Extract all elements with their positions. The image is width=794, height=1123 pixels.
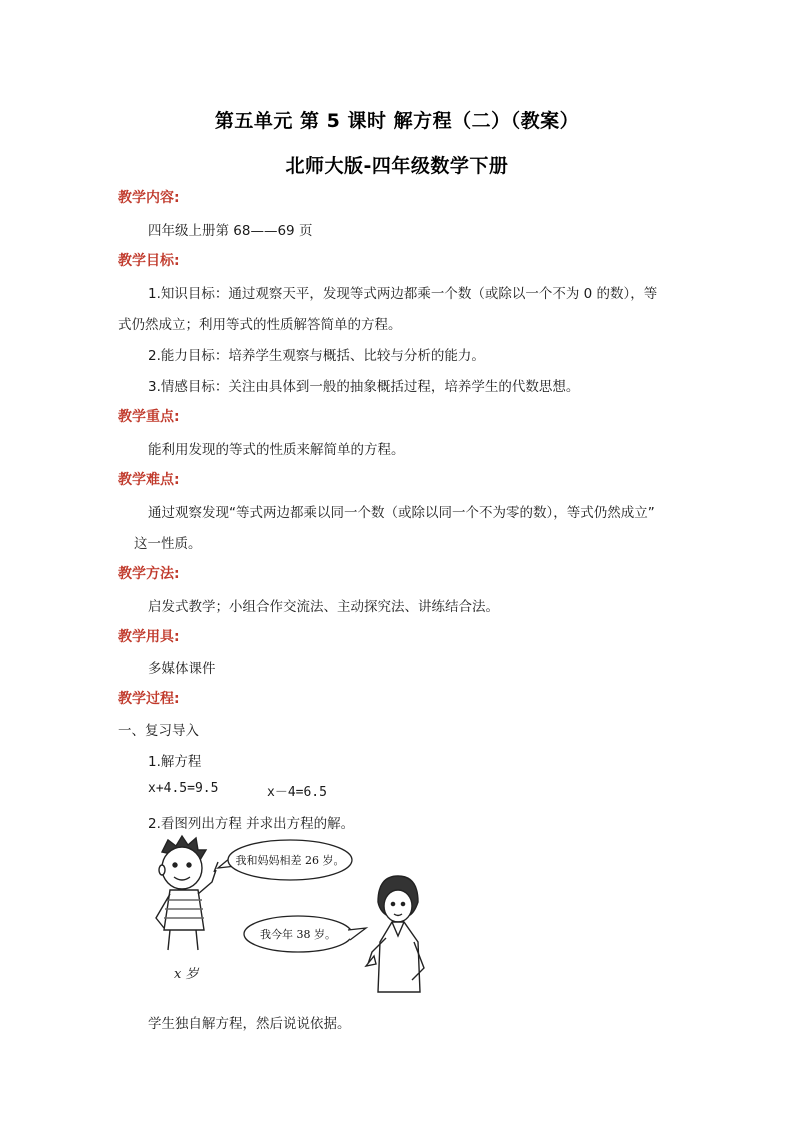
page-subtitle: 北师大版-四年级数学下册 [285,155,509,177]
illustration [140,832,440,1002]
process-closing: 学生独自解方程，然后说说依据。 [148,1016,351,1032]
goal-2: 2.能力目标：培养学生观察与概括、比较与分析的能力。 [148,348,485,364]
process-step2: 2.看图列出方程 并求出方程的解。 [148,816,355,832]
goal-3: 3.情感目标：关注由具体到一般的抽象概括过程，培养学生的代数思想。 [148,379,580,395]
heading-key: 教学重点: [118,409,180,425]
heading-content: 教学内容: [118,190,180,206]
heading-tools: 教学用具: [118,629,180,645]
difficulty-text: 通过观察发现“等式两边都乘以同一个数（或除以同一个不为零的数），等式仍然成立” [148,505,655,521]
mother-figure [366,876,424,992]
heading-difficulty: 教学难点: [118,472,180,488]
bubble-1-text: 我和妈妈相差 26 岁。 [235,854,345,867]
tools-text: 多媒体课件 [148,661,216,677]
boy-figure [156,836,218,950]
bubble-2-text: 我今年 38 岁。 [260,928,336,941]
boy-age-label: x 岁 [174,967,199,982]
goal-1-cont: 式仍然成立；利用等式的性质解答简单的方程。 [118,317,402,333]
page-title: 第五单元 第 5 课时 解方程（二）（教案） [214,110,580,132]
heading-method: 教学方法: [118,566,180,582]
key-text: 能利用发现的等式的性质来解简单的方程。 [148,442,405,458]
process-step1: 1.解方程 [148,754,202,770]
method-text: 启发式教学；小组合作交流法、主动探究法、讲练结合法。 [148,599,499,615]
speech-bubble-2 [244,916,366,952]
speech-bubble-1 [218,840,352,880]
content-text: 四年级上册第 68——69 页 [148,223,313,239]
heading-process: 教学过程: [118,691,180,707]
equation-2: x－4=6.5 [267,785,327,800]
equation-1: x+4.5=9.5 [148,781,219,796]
difficulty-text-cont: 这一性质。 [134,536,202,552]
goal-1: 1.知识目标：通过观察天平，发现等式两边都乘一个数（或除以一个不为 0 的数），等 [148,286,658,302]
heading-goals: 教学目标: [118,253,180,269]
process-part1: 一、复习导入 [118,723,199,739]
